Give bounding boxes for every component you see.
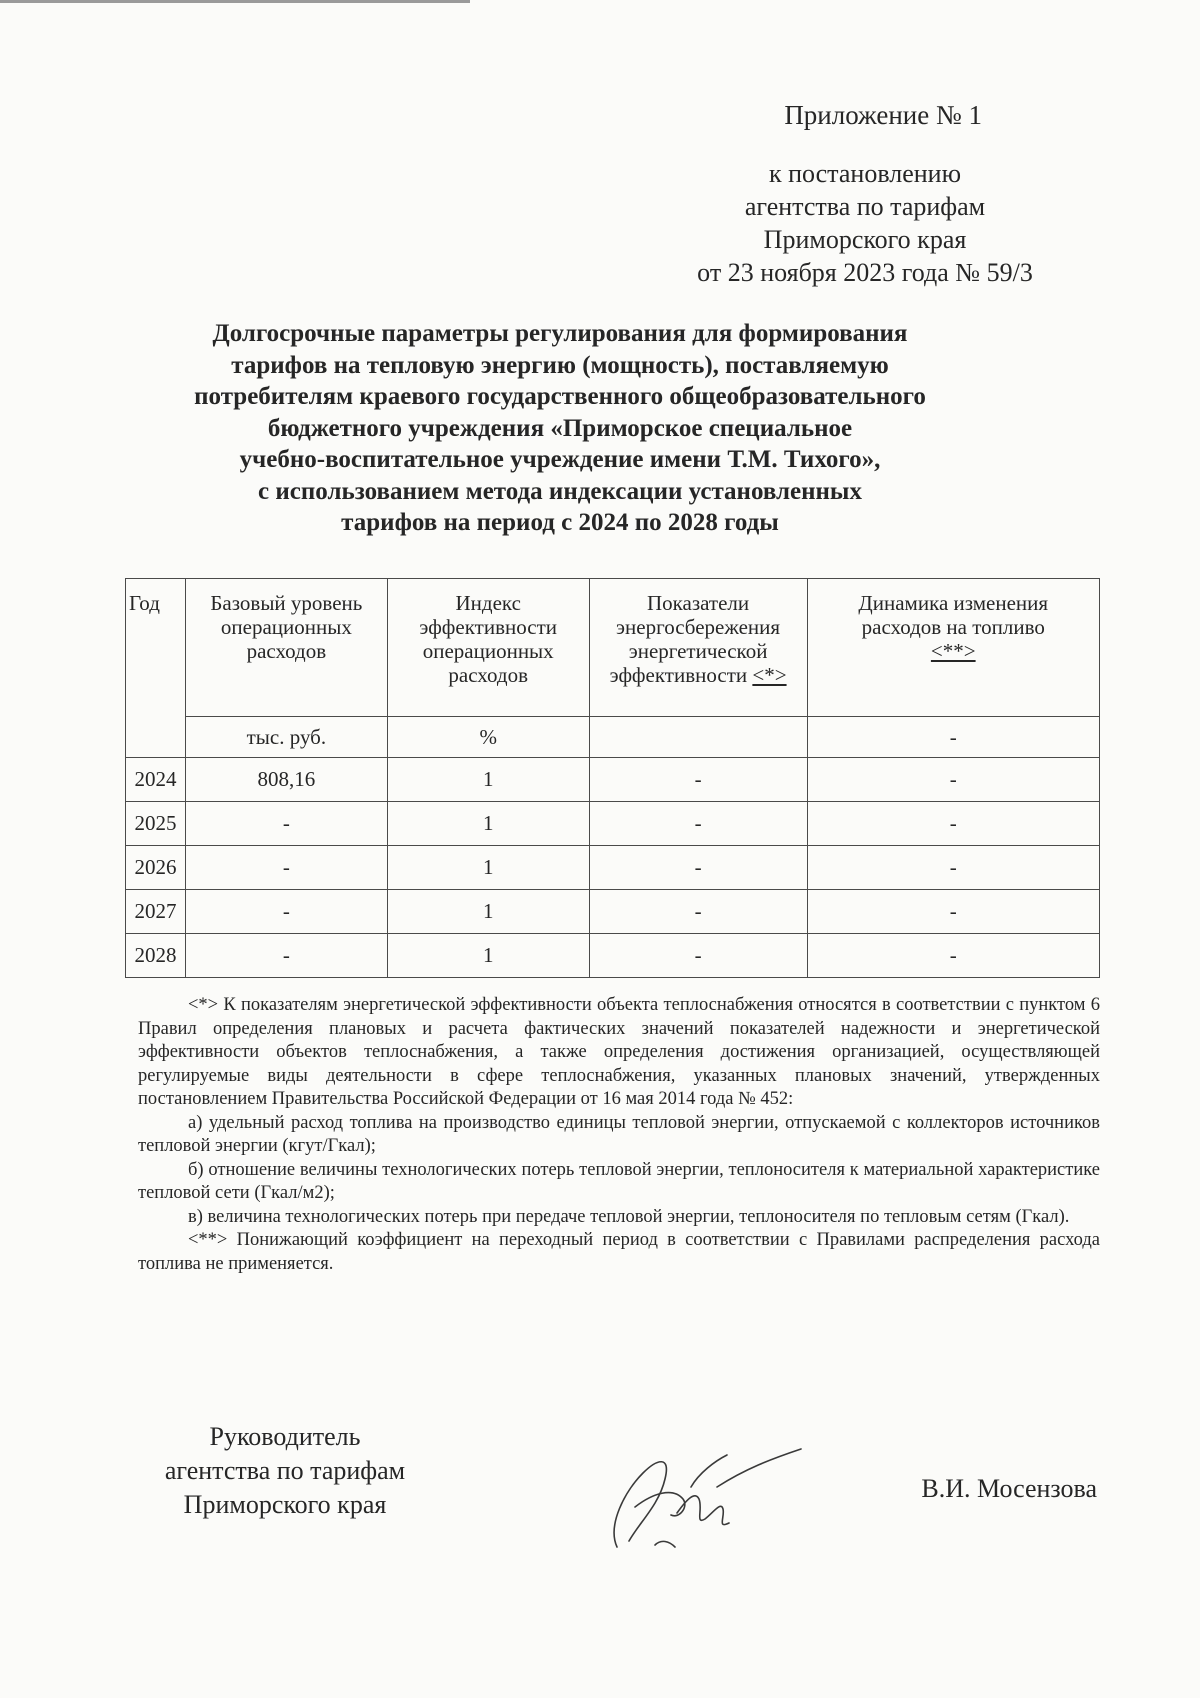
header-efficiency-index: Индекс эффективности операционных расходов [387, 579, 589, 717]
table-units-row [126, 717, 1100, 758]
cell-fuel-dynamics: - [807, 846, 1100, 890]
position-line: Приморского края [183, 1490, 387, 1519]
cell-year: 2025 [126, 802, 186, 846]
cell-year: 2028 [126, 934, 186, 978]
title-line: учебно-воспитательное учреждение имени Т.М. Тихого», [239, 446, 881, 473]
cell-year: 2027 [126, 890, 186, 934]
title-line: потребителям краевого государственного общеобразовательного [194, 383, 926, 410]
cell-efficiency-index: 1 [387, 890, 589, 934]
resolution-line: от 23 ноября 2023 года № 59/3 [697, 258, 1033, 287]
cell-fuel-dynamics: - [807, 890, 1100, 934]
cell-energy-saving: - [589, 890, 807, 934]
cell-efficiency-index: 1 [387, 846, 589, 890]
table-row [126, 846, 1100, 890]
table-row [126, 934, 1100, 978]
unit-base-level: тыс. руб. [185, 717, 387, 758]
cell-fuel-dynamics: - [807, 802, 1100, 846]
signatory-name: В.И. Мосензова [921, 1474, 1097, 1503]
resolution-line: агентства по тарифам [744, 192, 986, 221]
footnote-item-a: а) удельный расход топлива на производство единицы тепловой энергии, отпускаемой с коллекторов источников тепловой энергии (кгут/Гкал); [138, 1112, 1100, 1156]
table-header-row [126, 579, 1100, 717]
annex-label: Приложение № 1 [784, 100, 982, 130]
title-line: тарифов на период с 2024 по 2028 годы [341, 509, 779, 536]
title-line: тарифов на тепловую энергию (мощность), поставляемую [231, 351, 889, 379]
scan-edge-line [0, 0, 470, 3]
unit-fuel-dynamics: - [807, 717, 1100, 758]
table-row [126, 890, 1100, 934]
cell-efficiency-index: 1 [387, 934, 589, 978]
cell-base-level: - [185, 802, 387, 846]
position-line: агентства по тарифам [164, 1456, 406, 1485]
cell-energy-saving: - [589, 802, 807, 846]
footnote-link-2[interactable]: <**> [930, 639, 976, 663]
unit-energy-saving [589, 717, 807, 758]
cell-energy-saving: - [589, 934, 807, 978]
header-energy-saving: Показатели энергосбережения энергетической эффективности <*> [589, 579, 807, 717]
footnotes [138, 994, 1100, 1276]
cell-energy-saving: - [589, 758, 807, 802]
header-year: Год [126, 579, 186, 758]
resolution-line: Приморского края [763, 225, 967, 254]
resolution-line: к постановлению [768, 159, 962, 188]
footnote-energy-efficiency: <*> К показателям энергетической эффективности объекта теплоснабжения относятся в соответствии с пунктом 6 Правил определения плановых и расчета фактических значений показателей надежности и энергетической эффективности объектов теплоснабжения, а также определения достижения организацией, осуществляющей регулируемые виды деятельности в сфере теплоснабжения, указанных плановых значений, утвержденных постановлением Правительства Российской Федерации от 16 мая 2014 года № 452: [138, 995, 1100, 1109]
footnote-link-1[interactable]: <*> [752, 663, 787, 687]
cell-year: 2024 [126, 758, 186, 802]
cell-fuel-dynamics: - [807, 934, 1100, 978]
cell-base-level: 808,16 [185, 758, 387, 802]
resolution-reference [650, 157, 1080, 289]
cell-year: 2026 [126, 846, 186, 890]
cell-energy-saving: - [589, 846, 807, 890]
cell-fuel-dynamics: - [807, 758, 1100, 802]
document-title [150, 318, 970, 539]
cell-efficiency-index: 1 [387, 802, 589, 846]
cell-efficiency-index: 1 [387, 758, 589, 802]
handwritten-signature [595, 1395, 805, 1565]
position-line: Руководитель [209, 1422, 361, 1451]
header-base-level: Базовый уровень операционных расходов [185, 579, 387, 717]
footnote-fuel-coefficient: <**> Понижающий коэффициент на переходный период в соответствии с Правилами распределения расхода топлива не применяется. [138, 1230, 1100, 1274]
table-row [126, 802, 1100, 846]
header-fuel-dynamics: Динамика изменения расходов на топливо <**> [807, 579, 1100, 717]
cell-base-level: - [185, 934, 387, 978]
title-line: с использованием метода индексации установленных [258, 477, 862, 505]
table-row [126, 758, 1100, 802]
footnote-item-b: б) отношение величины технологических потерь тепловой энергии, теплоносителя к материальной характеристике тепловой сети (Гкал/м2); [138, 1159, 1100, 1203]
cell-base-level: - [185, 890, 387, 934]
title-line: Долгосрочные параметры регулирования для формирования [212, 320, 908, 347]
unit-efficiency-index: % [387, 717, 589, 758]
cell-base-level: - [185, 846, 387, 890]
title-line: бюджетного учреждения «Приморское специальное [267, 414, 853, 442]
regulation-parameters-table [125, 578, 1100, 978]
footnote-item-c: в) величина технологических потерь при передаче тепловой энергии, теплоносителя по тепловым сетям (Гкал). [188, 1206, 1070, 1227]
signatory-position [150, 1420, 420, 1522]
